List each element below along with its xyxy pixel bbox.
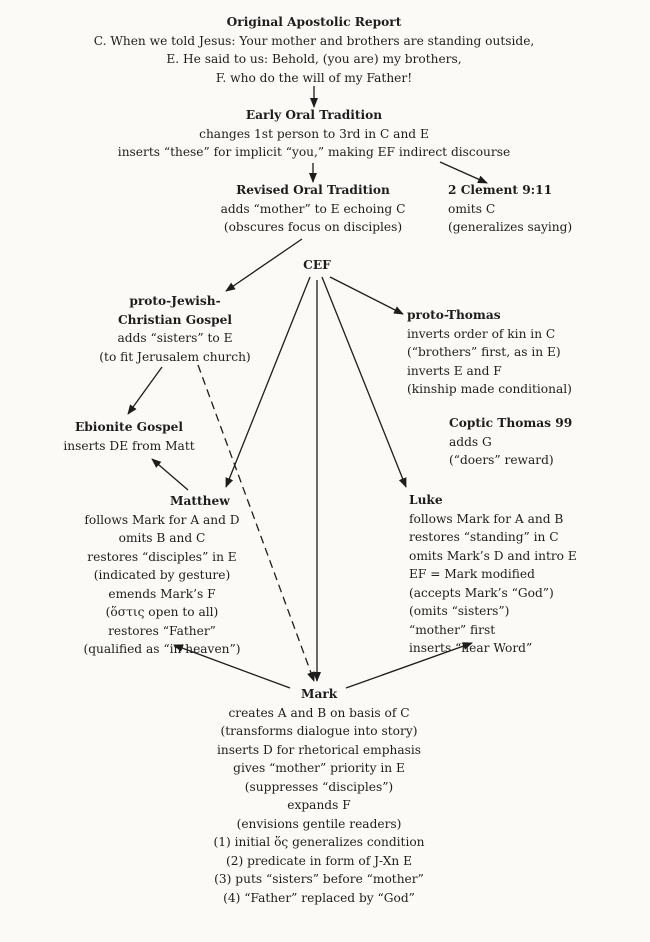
node-mark-title: Mark <box>301 687 338 701</box>
node-coptic-thomas-99 <box>449 414 629 470</box>
node-matthew-line: omits B and C <box>118 531 206 545</box>
node-original-report-title: Original Apostolic Report <box>226 15 402 29</box>
node-proto-jewish-line: (to fit Jerusalem church) <box>99 349 251 364</box>
node-original-report-line: E. He said to us: Behold, (you are) my brothers, <box>166 52 462 66</box>
node-mark-line: (envisions gentile readers) <box>236 816 402 831</box>
node-proto-thomas-line: (kinship made conditional) <box>407 382 572 396</box>
node-revised-oral-tradition <box>213 181 413 237</box>
node-proto-thomas-line: inverts E and F <box>407 363 502 378</box>
node-cef-title: CEF <box>303 258 331 272</box>
node-matthew-line: (qualified as “in heaven”) <box>83 642 241 656</box>
node-proto-thomas-line: inverts order of kin in C <box>407 326 556 341</box>
node-coptic-thomas-title: Coptic Thomas 99 <box>449 416 573 430</box>
node-luke-line: restores “standing” in C <box>409 530 559 544</box>
node-original-report-line: F. who do the will of my Father! <box>215 70 413 85</box>
node-luke-line: EF = Mark modified <box>409 567 535 581</box>
node-coptic-thomas-line: adds G <box>449 434 492 449</box>
node-matthew-line: (indicated by gesture) <box>93 568 231 582</box>
node-luke-line: (omits “sisters”) <box>409 604 510 618</box>
node-revised-oral-line: adds “mother” to E echoing C <box>220 201 406 216</box>
node-matthew-line: (ὅστις open to all) <box>105 605 219 619</box>
node-ebionite-title: Ebionite Gospel <box>75 420 183 434</box>
node-2-clement-line: (generalizes saying) <box>448 220 573 234</box>
node-luke-line: “mother” first <box>409 622 496 637</box>
node-mark-line: expands F <box>287 798 351 812</box>
node-2-clement-title: 2 Clement 9:11 <box>448 183 553 197</box>
node-revised-oral-title: Revised Oral Tradition <box>236 183 390 197</box>
node-luke-line: omits Mark’s D and intro E <box>409 548 577 563</box>
node-mark-line: (transforms dialogue into story) <box>220 724 418 738</box>
node-matthew-line: follows Mark for A and D <box>84 512 240 527</box>
node-mark-line: creates A and B on basis of C <box>228 705 410 720</box>
node-mark-line: (3) puts “sisters” before “mother” <box>214 872 424 886</box>
node-2-clement <box>448 181 608 237</box>
node-matthew <box>62 492 262 659</box>
node-luke-line: follows Mark for A and B <box>409 511 564 526</box>
node-original-report <box>74 13 554 87</box>
node-early-oral-line: changes 1st person to 3rd in C and E <box>199 126 429 141</box>
node-luke-line: inserts “hear Word” <box>409 641 533 655</box>
node-proto-thomas-line: (“brothers” first, as in E) <box>407 345 561 359</box>
node-matthew-line: restores “disciples” in E <box>87 549 237 564</box>
node-mark-line: inserts D for rhetorical emphasis <box>216 742 422 757</box>
node-revised-oral-line: (obscures focus on disciples) <box>223 220 403 234</box>
node-matthew-title: Matthew <box>170 494 230 508</box>
node-luke-title: Luke <box>409 493 443 507</box>
node-coptic-thomas-line: (“doers” reward) <box>449 453 554 467</box>
node-mark-line: (2) predicate in form of J-Xn E <box>225 853 413 868</box>
arrow-proto-jewish-to-ebionite <box>128 367 162 414</box>
arrow-cef-to-proto-thomas <box>330 277 403 314</box>
node-early-oral-line: inserts “these” for implicit “you,” making EF indirect discourse <box>117 145 511 159</box>
node-mark-line: (1) initial ὅς generalizes condition <box>213 835 425 849</box>
node-proto-jewish-christian-gospel <box>50 292 300 366</box>
node-proto-jewish-title: proto-Jewish- <box>129 294 221 308</box>
node-proto-thomas-title: proto-Thomas <box>407 308 501 322</box>
node-matthew-line: restores “Father” <box>108 623 216 638</box>
node-ebionite-gospel <box>44 418 214 455</box>
node-2-clement-line: omits C <box>448 201 496 216</box>
node-ebionite-line: inserts DE from Matt <box>63 438 195 453</box>
node-mark-line: gives “mother” priority in E <box>233 761 405 775</box>
node-mark-line: (4) “Father” replaced by “God” <box>223 890 415 905</box>
node-proto-jewish-line: adds “sisters” to E <box>117 331 233 345</box>
arrow-revised-to-proto-jewish <box>226 239 302 291</box>
node-cef <box>296 256 338 275</box>
node-early-oral-title: Early Oral Tradition <box>245 108 383 122</box>
node-early-oral-tradition <box>104 106 524 162</box>
node-proto-thomas <box>407 306 637 399</box>
node-matthew-line: emends Mark’s F <box>108 586 216 601</box>
node-proto-jewish-title: Christian Gospel <box>117 312 233 327</box>
arrow-early-to-clement <box>440 162 487 183</box>
arrow-matthew-to-ebionite <box>152 459 188 490</box>
node-luke-line: (accepts Mark’s “God”) <box>409 585 554 600</box>
node-original-report-line: C. When we told Jesus: Your mother and brothers are standing outside, <box>93 33 535 48</box>
node-luke <box>409 491 639 658</box>
node-mark-line: (suppresses “disciples”) <box>244 779 394 794</box>
node-mark <box>184 685 454 907</box>
